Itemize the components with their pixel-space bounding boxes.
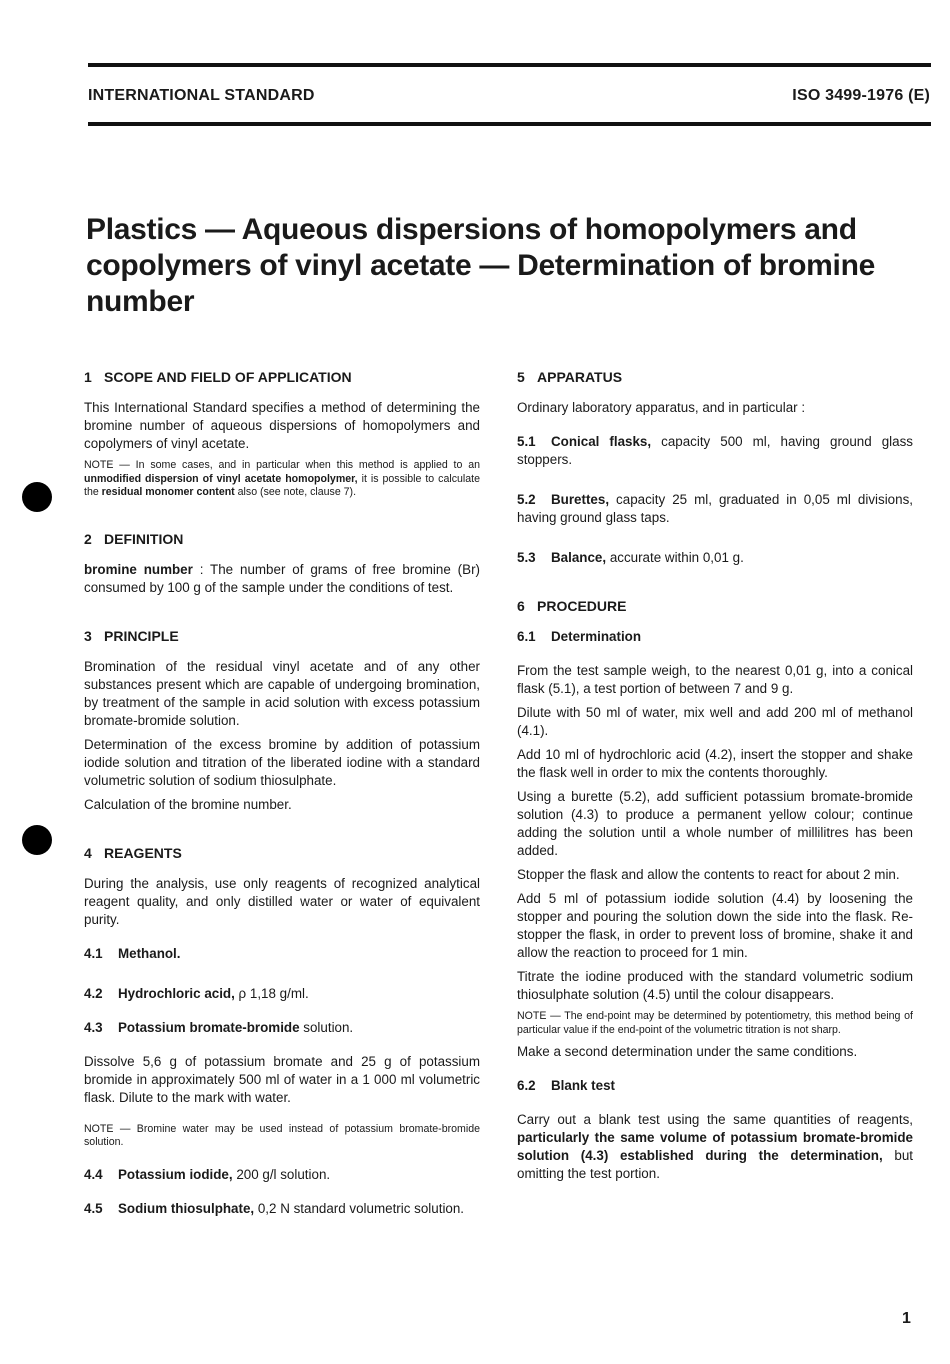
section-heading: 2 DEFINITION bbox=[84, 530, 184, 547]
paragraph: During the analysis, use only reagents of recognized analytical reagent quality, and only distilled water or water of equivalent purity. bbox=[84, 875, 480, 927]
right-column bbox=[517, 368, 913, 1189]
header-rule-top bbox=[88, 63, 931, 67]
punch-hole-icon bbox=[22, 825, 52, 855]
header-rule-bottom bbox=[88, 122, 931, 126]
apparatus-item: 5.1 Conical flasks, capacity 500 ml, having ground glass stoppers. bbox=[517, 434, 913, 467]
paragraph: Carry out a blank test using the same quantities of reagents, particularly the same volume of potassium bromate-bromide solution (4.3) established during the determination, but omitting the test portion. bbox=[517, 1112, 913, 1181]
paragraph: Add 5 ml of potassium iodide solution (4.4) by loosening the stopper and pouring the solution down the side into the flask. Re-stopper the flask, in order to prevent loss of bromine, shake it and allow the reaction to proceed for 1 min. bbox=[517, 891, 913, 960]
paragraph: Dilute with 50 ml of water, mix well and add 200 ml of methanol (4.1). bbox=[517, 705, 913, 738]
note: NOTE — In some cases, and in particular when this method is applied to an unmodified dispersion of vinyl acetate homopolymer, it is possible to calculate the residual monomer content also (see note, clause 7). bbox=[84, 459, 480, 498]
section-scope bbox=[84, 368, 480, 500]
reagent-item: 4.5 Sodium thiosulphate, 0,2 N standard volumetric solution. bbox=[84, 1200, 465, 1216]
section-principle bbox=[84, 627, 480, 814]
paragraph: Using a burette (5.2), add sufficient potassium bromate-bromide solution (4.3) to produce a permanent yellow colour; continue adding the solution until a whole number of millilitres has been added. bbox=[517, 789, 913, 858]
section-heading: 5 APPARATUS bbox=[517, 369, 623, 385]
header-doc-id: ISO 3499-1976 (E) bbox=[792, 87, 930, 104]
paragraph: Stopper the flask and allow the contents to react for about 2 min. bbox=[517, 867, 900, 882]
subsection-heading: 6.1 Determination bbox=[517, 629, 642, 644]
section-heading: 3 PRINCIPLE bbox=[84, 627, 179, 644]
paragraph: Determination of the excess bromine by addition of potassium iodide solution and titration of the liberated iodine with a standard volumetric solution of sodium thiosulphate. bbox=[84, 736, 480, 788]
paragraph: Add 10 ml of hydrochloric acid (4.2), insert the stopper and shake the flask well in order to mix the contents thoroughly. bbox=[517, 747, 913, 780]
note: NOTE — The end-point may be determined by potentiometry, this method being of particular value if the end-point of the volumetric titration is not sharp. bbox=[517, 1010, 913, 1036]
paragraph: Titrate the iodine produced with the standard volumetric sodium thiosulphate solution (4.5) until the colour disappears. bbox=[517, 969, 913, 1002]
section-heading: 4 REAGENTS bbox=[84, 844, 182, 861]
definition: bromine number : The number of grams of free bromine (Br) consumed by 100 g of the sample under the conditions of test. bbox=[84, 561, 480, 595]
page-number: 1 bbox=[902, 1310, 911, 1327]
header-doc-type: INTERNATIONAL STANDARD bbox=[88, 87, 315, 104]
reagent-item: 4.4 Potassium iodide, 200 g/l solution. bbox=[84, 1166, 331, 1182]
paragraph: Calculation of the bromine number. bbox=[84, 796, 292, 812]
section-apparatus bbox=[517, 368, 913, 567]
paragraph: Bromination of the residual vinyl acetate and of any other substances present which are capable of undergoing bromination, by treatment of the sample in acid solution with excess potassium bromate-bromide solution. bbox=[84, 658, 480, 728]
section-procedure bbox=[517, 597, 913, 1183]
apparatus-item: 5.3 Balance, accurate within 0,01 g. bbox=[517, 550, 744, 565]
reagent-item: 4.2 Hydrochloric acid, ρ 1,18 g/ml. bbox=[84, 985, 309, 1001]
apparatus-item: 5.2 Burettes, capacity 25 ml, graduated in 0,05 ml divisions, having ground glass taps. bbox=[517, 492, 913, 525]
paragraph: This International Standard specifies a method of determining the bromine number of aqueous dispersions of homopolymers and copolymers of vinyl acetate. bbox=[84, 400, 480, 451]
left-column bbox=[84, 368, 480, 1224]
paragraph: From the test sample weigh, to the nearest 0,01 g, into a conical flask (5.1), a test portion of between 7 and 9 g. bbox=[517, 663, 913, 696]
reagent-item: 4.1 Methanol. bbox=[84, 945, 181, 961]
section-reagents bbox=[84, 844, 480, 1218]
section-definition bbox=[84, 530, 480, 597]
section-heading: 1 SCOPE AND FIELD OF APPLICATION bbox=[84, 369, 352, 385]
paragraph: Dissolve 5,6 g of potassium bromate and 25 g of potassium bromide in approximately 500 ml of water in a 1 000 ml volumetric flask. Dilute to the mark with water. bbox=[84, 1053, 480, 1105]
section-heading: 6 PROCEDURE bbox=[517, 598, 627, 614]
reagent-item: 4.3 Potassium bromate-bromide solution. bbox=[84, 1019, 354, 1035]
subsection-heading: 6.2 Blank test bbox=[517, 1078, 615, 1093]
punch-hole-icon bbox=[22, 482, 52, 512]
document-title: Plastics — Aqueous dispersions of homopolymers and copolymers of vinyl acetate — Determination of bromine number bbox=[86, 213, 875, 318]
paragraph: Make a second determination under the same conditions. bbox=[517, 1044, 858, 1059]
note: NOTE — Bromine water may be used instead of potassium bromate-bromide solution. bbox=[84, 1122, 480, 1148]
paragraph: Ordinary laboratory apparatus, and in particular : bbox=[517, 400, 806, 415]
